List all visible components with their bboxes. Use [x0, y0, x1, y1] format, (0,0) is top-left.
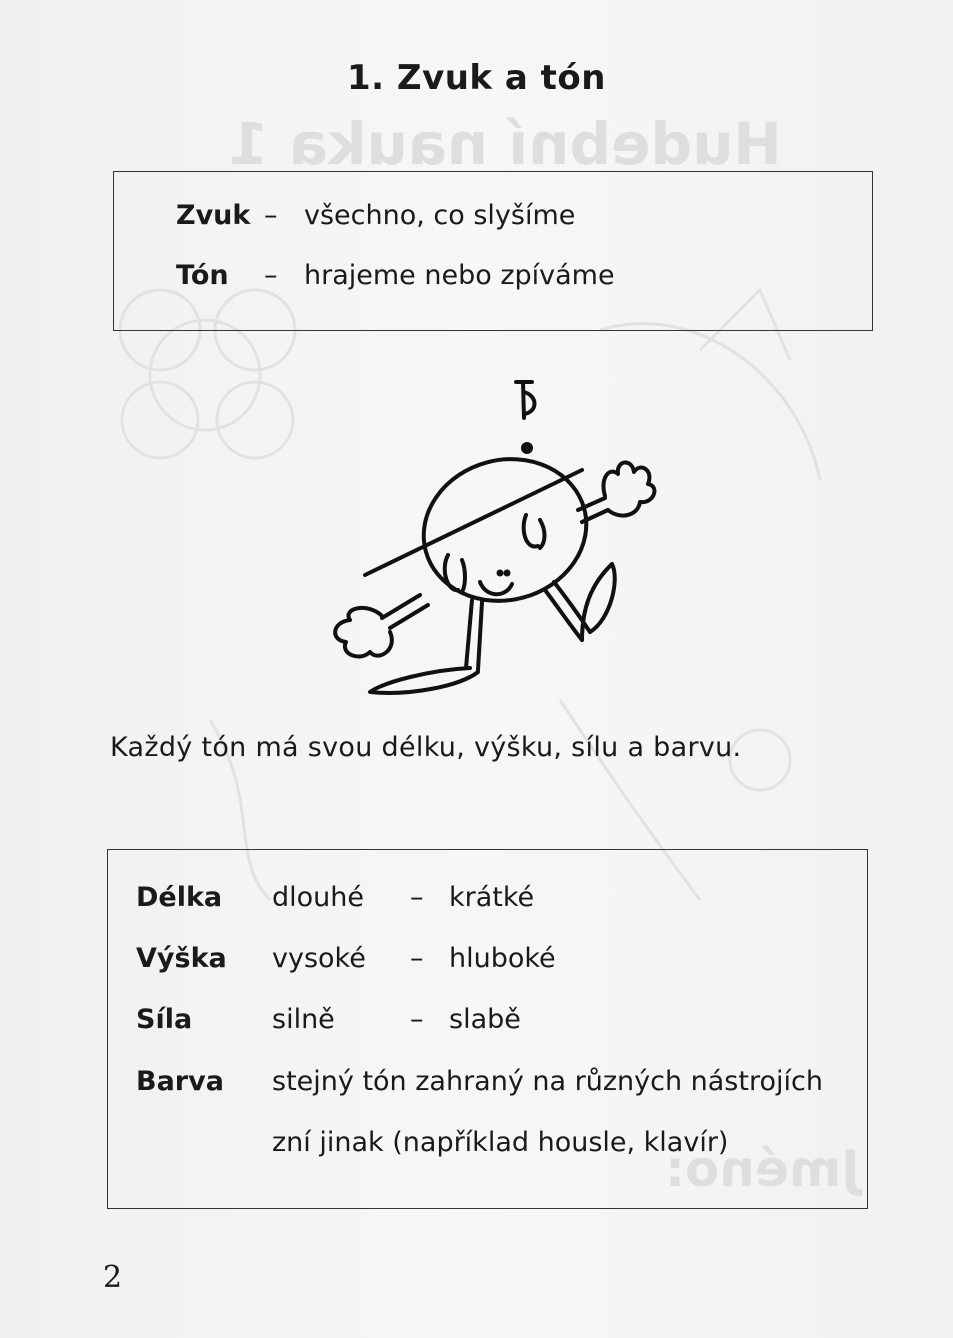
property-dash: –: [410, 1004, 424, 1035]
ghost-title: Hudební nauka 1: [228, 110, 782, 178]
definition-dash: –: [264, 200, 278, 231]
ghost-name-label: Jméno:: [665, 1140, 860, 1198]
page-number: 2: [103, 1260, 123, 1295]
property-value-a: vysoké: [272, 943, 366, 974]
property-value-b: hluboké: [449, 943, 556, 974]
definition-text: všechno, co slyšíme: [304, 200, 576, 231]
property-name: Síla: [136, 1004, 193, 1035]
walking-note-character-icon: [320, 370, 660, 710]
definition-row-zvuk: [176, 200, 575, 231]
definition-row-ton: [176, 260, 615, 291]
intro-sentence: Každý tón má svou délku, výšku, sílu a barvu.: [110, 732, 742, 763]
property-value-a: silně: [272, 1004, 335, 1035]
property-description-line1: stejný tón zahraný na různých nástrojích: [272, 1066, 823, 1097]
property-name: Délka: [136, 882, 223, 913]
property-dash: –: [410, 882, 424, 913]
property-name: Barva: [136, 1066, 224, 1097]
definition-dash: –: [264, 260, 278, 291]
definition-text: hrajeme nebo zpíváme: [304, 260, 615, 291]
properties-box: [107, 849, 868, 1209]
property-dash: –: [410, 943, 424, 974]
property-value-a: dlouhé: [272, 882, 364, 913]
property-name: Výška: [136, 943, 227, 974]
definition-box: [113, 171, 873, 331]
page-title: 1. Zvuk a tón: [347, 58, 606, 98]
definition-term: Tón: [176, 260, 229, 291]
property-description-line2: zní jinak (například housle, klavír): [272, 1127, 729, 1158]
definition-term: Zvuk: [176, 200, 251, 231]
property-value-b: krátké: [449, 882, 535, 913]
property-value-b: slabě: [449, 1004, 521, 1035]
